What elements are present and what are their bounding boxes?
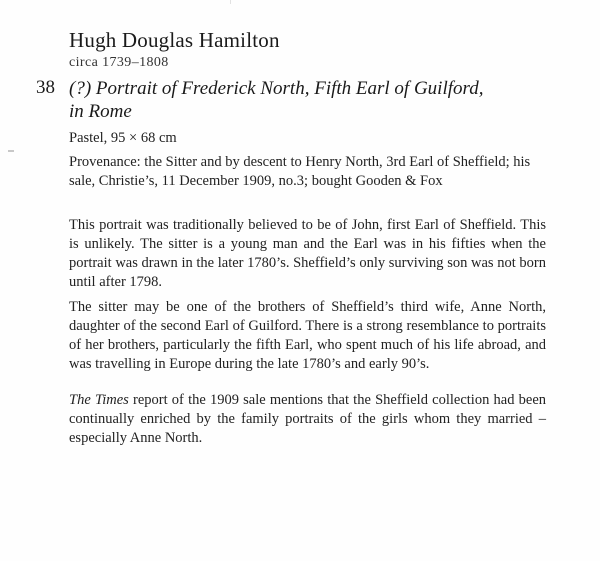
artwork-title [69,77,489,123]
newspaper-title: The Times [69,392,129,408]
medium-dimensions: Pastel, 95 × 68 cm [69,130,177,146]
artwork-title-line1: (?) Portrait of Frederick North, Fifth Earl of Guilford, [69,78,484,99]
paragraph-3 [69,391,546,448]
paragraph-3-text: report of the 1909 sale mentions that the Sheffield collection had been continually enriched by the family portraits of the girls whom they married – especially Anne North. [69,392,547,446]
catalogue-number: 38 [36,77,55,98]
provenance: Provenance: the Sitter and by descent to Henry North, 3rd Earl of Sheffield; his sale, Christie’s, 11 December 1909, no.3; bought Gooden & Fox [69,154,531,189]
artwork-title-line2: in Rome [69,101,132,122]
margin-mark [8,150,14,152]
paragraph-1: This portrait was traditionally believed to be of John, first Earl of Sheffield. This is unlikely. The sitter is a young man and the Earl was in his fifties when the portrait was drawn in the later 1780’s. Sheffield’s only surviving son was not born until after 1798. [69,217,546,290]
artist-name: Hugh Douglas Hamilton [69,28,280,52]
paragraph-2: The sitter may be one of the brothers of Sheffield’s third wife, Anne North, daughter of the second Earl of Guilford. There is a strong resemblance to portraits of her brothers, particularly the fifth Earl, who spent much of his life abroad, and was travelling in Europe during the late 1780’s and early 90’s. [69,299,546,372]
artist-dates: circa 1739–1808 [69,55,169,70]
scan-mark [230,0,231,4]
